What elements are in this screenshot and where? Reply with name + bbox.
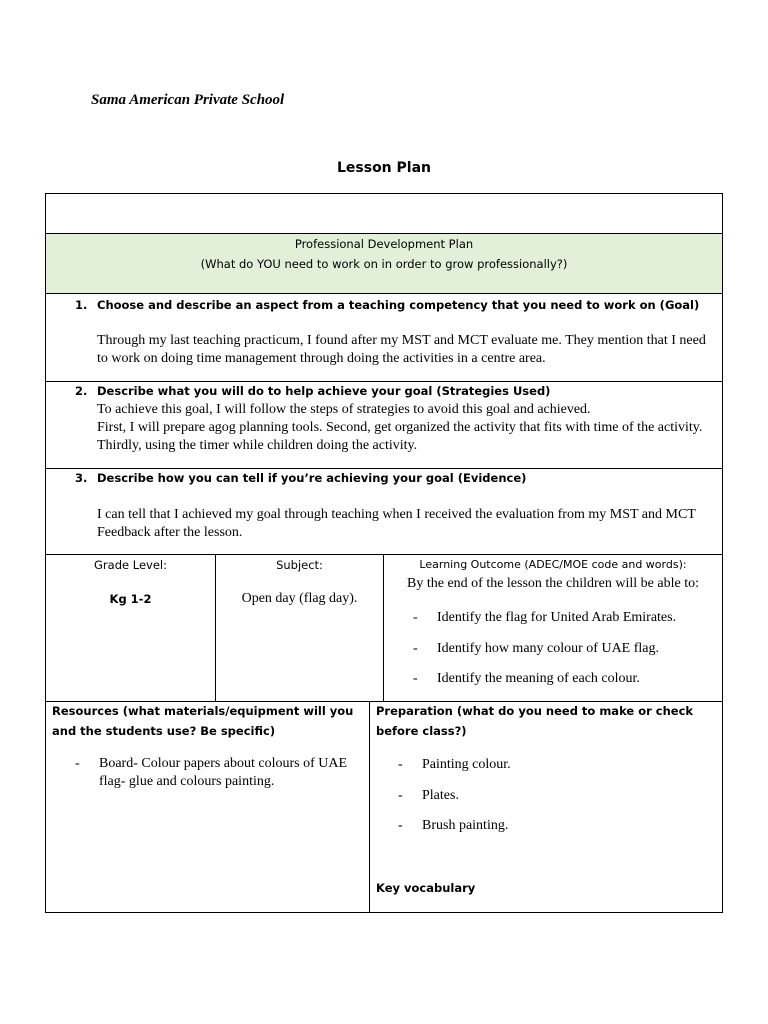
resources-item bbox=[75, 755, 369, 791]
preparation-item-text: Brush painting. bbox=[422, 818, 509, 833]
pdp-title: Professional Development Plan bbox=[294, 237, 474, 251]
subject-value: Open day (flag day). bbox=[241, 591, 358, 606]
section-heading: Describe how you can tell if you’re achieving your goal (Evidence) bbox=[97, 471, 527, 485]
lesson-header-empty-row bbox=[45, 193, 723, 234]
section-number: 3. bbox=[75, 471, 88, 485]
preparation-label: Preparation (what do you need to make or check before class?) bbox=[376, 704, 694, 738]
outcome-label: Learning Outcome (ADEC/MOE code and words): bbox=[419, 558, 687, 571]
subject-label: Subject: bbox=[276, 558, 323, 572]
outcome-item-text: Identify the flag for United Arab Emirates. bbox=[437, 610, 677, 625]
subject-cell bbox=[215, 554, 384, 702]
section-number: 2. bbox=[75, 384, 88, 398]
outcome-intro: By the end of the lesson the children will be able to: bbox=[407, 576, 699, 591]
resources-cell bbox=[45, 701, 370, 913]
preparation-item-text: Painting colour. bbox=[422, 757, 511, 772]
bullet: - bbox=[413, 610, 418, 625]
section-heading: Describe what you will do to help achieve your goal (Strategies Used) bbox=[97, 384, 551, 398]
preparation-item bbox=[398, 787, 722, 805]
preparation-item bbox=[398, 756, 722, 774]
outcome-item bbox=[413, 640, 737, 658]
outcome-item bbox=[413, 670, 737, 688]
resources-label: Resources (what materials/equipment will you and the students use? Be specific) bbox=[52, 704, 354, 738]
key-vocabulary-label: Key vocabulary bbox=[376, 881, 476, 895]
bullet: - bbox=[398, 757, 403, 772]
section-goal bbox=[45, 293, 723, 382]
outcome-item-text: Identify the meaning of each colour. bbox=[437, 671, 640, 686]
section-text: Through my last teaching practicum, I found after my MST and MCT evaluate me. They mention that I need to work on doing time management through doing the activities in a centre area. bbox=[97, 333, 706, 366]
pdp-header bbox=[45, 233, 723, 294]
grade-cell bbox=[45, 554, 216, 702]
preparation-item bbox=[398, 817, 722, 835]
bullet: - bbox=[398, 818, 403, 833]
section-strategies bbox=[45, 381, 723, 469]
section-text-line1: To achieve this goal, I will follow the steps of strategies to avoid this goal and achieved. bbox=[97, 402, 591, 417]
pdp-subtitle: (What do YOU need to work on in order to grow professionally?) bbox=[200, 257, 568, 271]
outcome-item-text: Identify how many colour of UAE flag. bbox=[437, 641, 659, 656]
outcome-cell bbox=[383, 554, 723, 702]
section-heading: Choose and describe an aspect from a teaching competency that you need to work on (Goal) bbox=[97, 298, 700, 312]
bullet: - bbox=[398, 788, 403, 803]
resources-item-text: Board- Colour papers about colours of UAE flag- glue and colours painting. bbox=[99, 756, 348, 789]
section-evidence bbox=[45, 468, 723, 555]
page-title: Lesson Plan bbox=[336, 160, 431, 176]
section-text-line2: First, I will prepare agog planning tools. Second, get organized the activity that fits with time of the activity. Thirdly, using the timer while children doing the activity. bbox=[97, 420, 703, 453]
bullet: - bbox=[75, 756, 80, 771]
bullet: - bbox=[413, 641, 418, 656]
preparation-cell bbox=[369, 701, 723, 913]
section-number: 1. bbox=[75, 298, 88, 312]
preparation-item-text: Plates. bbox=[422, 788, 459, 803]
school-name: Sama American Private School bbox=[91, 92, 285, 108]
section-text: I can tell that I achieved my goal through teaching when I received the evaluation from my MST and MCT Feedback after the lesson. bbox=[97, 507, 696, 540]
outcome-item bbox=[413, 609, 737, 627]
grade-label: Grade Level: bbox=[94, 558, 167, 572]
bullet: - bbox=[413, 671, 418, 686]
grade-value: Kg 1-2 bbox=[109, 592, 152, 606]
